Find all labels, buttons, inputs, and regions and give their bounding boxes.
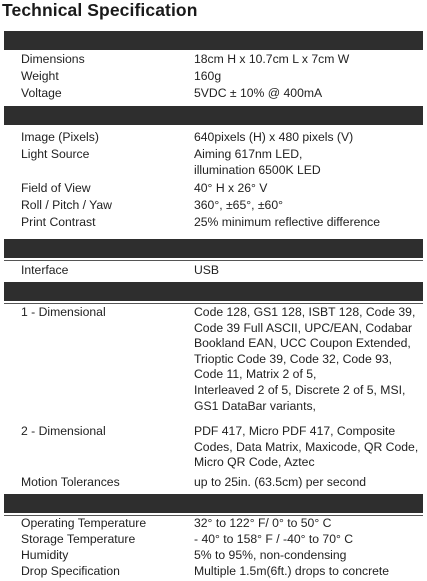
spec-value: 360°, ±65°, ±60° xyxy=(194,198,283,212)
spec-label: Drop Specification xyxy=(21,564,120,578)
spec-label: Image (Pixels) xyxy=(21,130,99,144)
spec-label: Dimensions xyxy=(21,52,85,66)
spec-value: up to 25in. (63.5cm) per second xyxy=(194,475,367,489)
spec-value: 640pixels (H) x 480 pixels (V) xyxy=(194,130,354,144)
spec-label: 1 - Dimensional xyxy=(21,305,106,319)
spec-label: Humidity xyxy=(21,548,69,562)
page-title: Technical Specification xyxy=(2,0,198,20)
spec-label: Voltage xyxy=(21,86,62,100)
spec-value: - 40° to 158° F / -40° to 70° C xyxy=(194,532,354,546)
spec-label: Motion Tolerances xyxy=(21,475,120,489)
spec-value: 160g xyxy=(194,69,222,83)
spec-value: 18cm H x 10.7cm L x 7cm W xyxy=(194,52,350,66)
section-header-bar-optics xyxy=(4,106,423,125)
spec-label: Storage Temperature xyxy=(21,532,136,546)
spec-label: Light Source xyxy=(21,147,90,161)
spec-value: USB xyxy=(194,263,220,277)
spec-value: 5% to 95%, non-condensing xyxy=(194,548,347,562)
spec-value-line: Code 39 Full ASCII, UPC/EAN, Codabar xyxy=(194,320,413,335)
spec-value-line: Code 11, Matrix 2 of 5, xyxy=(194,367,317,382)
divider xyxy=(4,260,423,261)
spec-value-line: Micro QR Code, Aztec xyxy=(194,455,315,470)
spec-value: 40° H x 26° V xyxy=(194,181,268,195)
section-header-bar-general xyxy=(4,31,423,50)
spec-value xyxy=(194,424,426,471)
spec-value-line: Aiming 617nm LED, xyxy=(194,147,303,161)
divider xyxy=(4,303,423,304)
spec-value xyxy=(194,305,426,414)
spec-value-line: GS1 DataBar variants, xyxy=(194,398,316,413)
spec-value-line: illumination 6500K LED xyxy=(194,162,321,177)
spec-label: 2 - Dimensional xyxy=(21,424,106,438)
spec-value-line: Codes, Data Matrix, Maxicode, QR Code, xyxy=(194,439,419,454)
spec-value: 32° to 122° F/ 0° to 50° C xyxy=(194,516,332,530)
section-header-bar-environment xyxy=(4,494,423,513)
spec-value-line: Code 128, GS1 128, ISBT 128, Code 39, xyxy=(194,305,416,319)
spec-value xyxy=(194,147,426,178)
spec-value-line: Bookland EAN, UCC Coupon Extended, xyxy=(194,336,411,351)
spec-value-line: Trioptic Code 39, Code 32, Code 93, xyxy=(194,351,393,366)
spec-label: Weight xyxy=(21,69,59,83)
spec-label: Roll / Pitch / Yaw xyxy=(21,198,112,212)
spec-label: Interface xyxy=(21,263,69,277)
spec-value-line: Interleaved 2 of 5, Discrete 2 of 5, MSI, xyxy=(194,382,406,397)
spec-value-line: PDF 417, Micro PDF 417, Composite xyxy=(194,424,396,438)
spec-value: 25% minimum reflective difference xyxy=(194,215,381,229)
spec-label: Operating Temperature xyxy=(21,516,147,530)
spec-label: Print Contrast xyxy=(21,215,96,229)
spec-value: 5VDC ± 10% @ 400mA xyxy=(194,86,323,100)
section-header-bar-symbologies xyxy=(4,282,423,301)
section-header-bar-interface xyxy=(4,239,423,258)
spec-label: Field of View xyxy=(21,181,91,195)
spec-value: Multiple 1.5m(6ft.) drops to concrete xyxy=(194,564,390,578)
